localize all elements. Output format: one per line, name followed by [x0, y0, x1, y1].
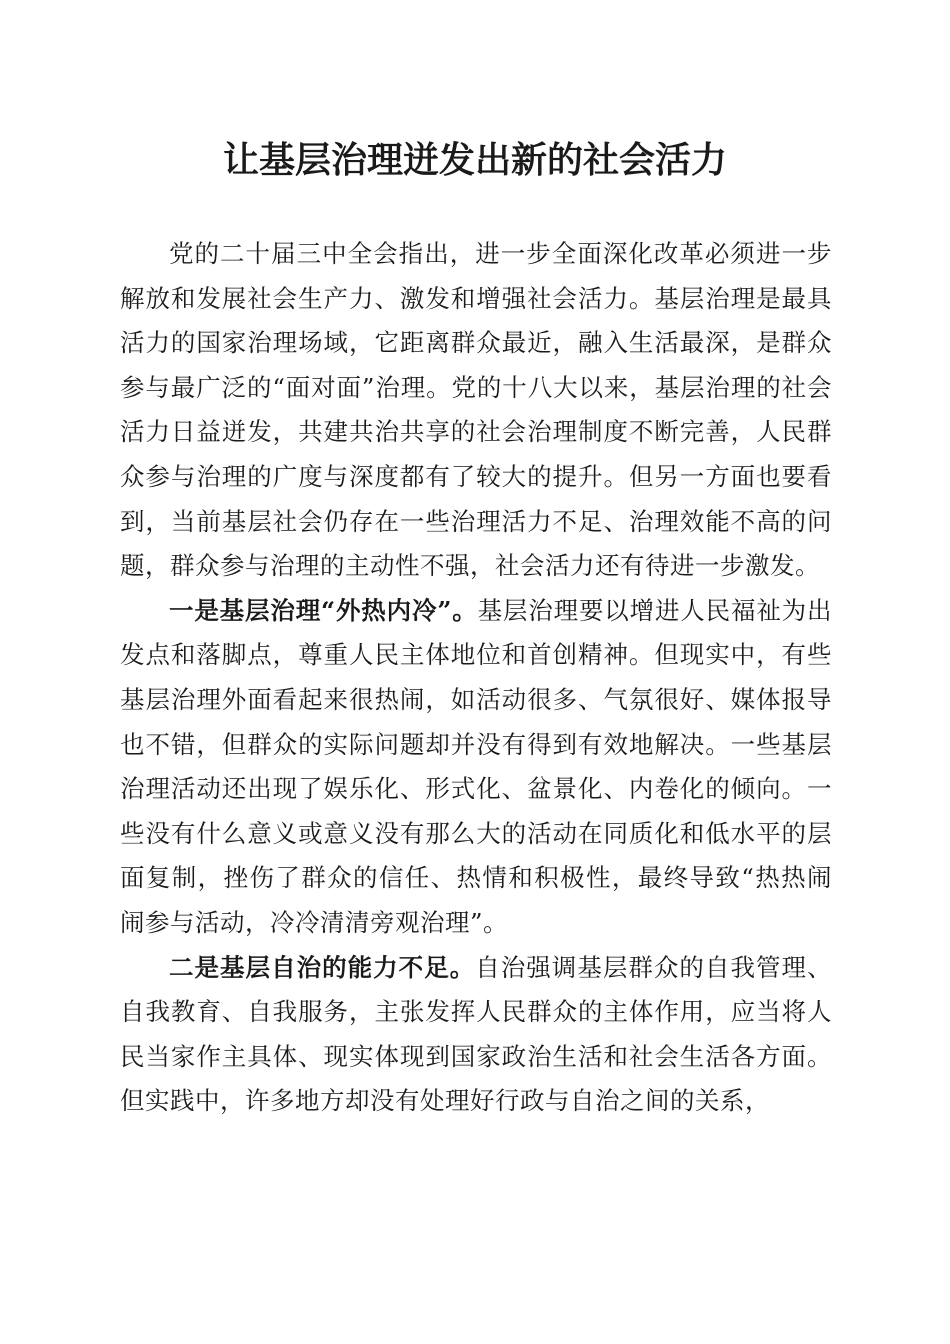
- paragraph-text: 基层治理要以增进人民福祉为出发点和落脚点，尊重人民主体地位和首创精神。但现实中，有些基层治理外面看起来很热闹，如活动很多、气氛很好、媒体报导也不错，但群众的实际问题却并没有得到有效地解决。一些基层治理活动还出现了娱乐化、形式化、盆景化、内卷化的倾向。一些没有什么意义或意义没有那么大的活动在同质化和低水平的层面复制，挫伤了群众的信任、热情和积极性，最终导致“热热闹闹参与活动，冷冷清清旁观治理”。: [120, 595, 832, 937]
- document-title: 让基层治理迸发出新的社会活力: [222, 139, 727, 181]
- paragraph-point-two: [120, 946, 832, 1124]
- paragraph-point-one: [120, 589, 832, 946]
- paragraph-lead: 一是基层治理“外热内冷”。: [169, 595, 478, 625]
- document-body: [120, 232, 832, 1124]
- paragraph-intro: [120, 232, 832, 589]
- paragraph-lead: 二是基层自治的能力不足。: [169, 952, 476, 982]
- paragraph-text: 自治强调基层群众的自我管理、自我教育、自我服务，主张发挥人民群众的主体作用，应当将人民当家作主具体、现实体现到国家政治生活和社会生活各方面。但实践中，许多地方却没有处理好行政与自治之间的关系，: [120, 952, 833, 1116]
- paragraph-text: 党的二十届三中全会指出，进一步全面深化改革必须进一步解放和发展社会生产力、激发和增强社会活力。基层治理是最具活力的国家治理场域，它距离群众最近，融入生活最深，是群众参与最广泛的“面对面”治理。党的十八大以来，基层治理的社会活力日益迸发，共建共治共享的社会治理制度不断完善，人民群众参与治理的广度与深度都有了较大的提升。但另一方面也要看到，当前基层社会仍存在一些治理活力不足、治理效能不高的问题，群众参与治理的主动性不强，社会活力还有待进一步激发。: [120, 239, 832, 581]
